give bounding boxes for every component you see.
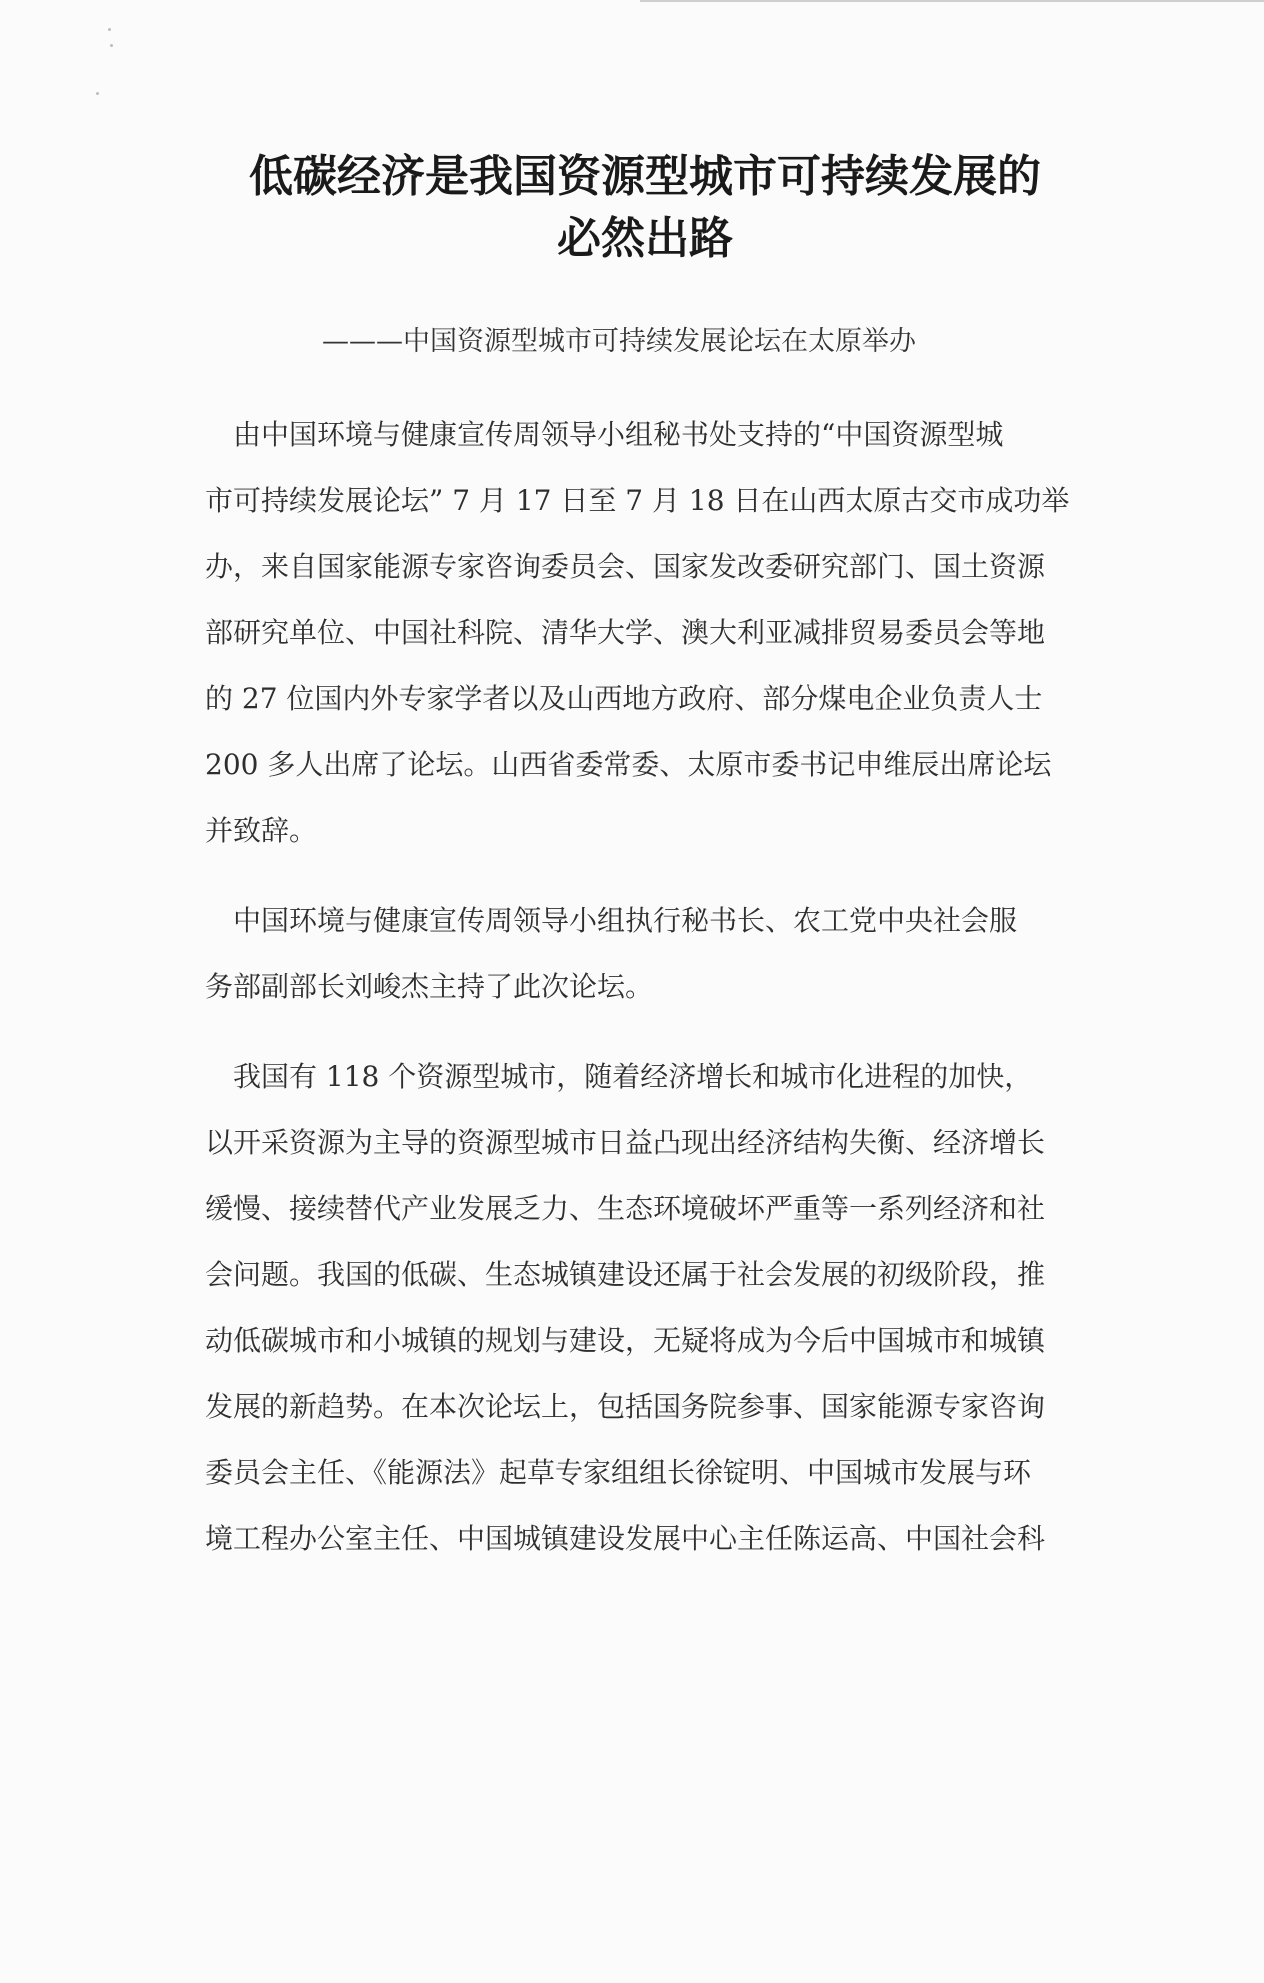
paragraph-line: 由中国环境与健康宣传周领导小组秘书处支持的“中国资源型城 bbox=[205, 418, 1004, 451]
paragraph-line: 委员会主任、《能源法》起草专家组组长徐锭明、中国城市发展与环 bbox=[205, 1456, 1032, 1489]
title-line-2: 必然出路 bbox=[557, 213, 733, 264]
scan-edge bbox=[640, 0, 1264, 2]
paragraph-line: 办，来自国家能源专家咨询委员会、国家发改委研究部门、国土资源 bbox=[205, 550, 1046, 583]
scan-speck bbox=[108, 28, 111, 31]
paragraph-line: 中国环境与健康宣传周领导小组执行秘书长、农工党中央社会服 bbox=[205, 904, 1018, 937]
paragraph-line: 发展的新趋势。在本次论坛上，包括国务院参事、国家能源专家咨询 bbox=[205, 1390, 1046, 1423]
paragraph-1 bbox=[205, 402, 1075, 864]
paragraph-line: 境工程办公室主任、中国城镇建设发展中心主任陈运高、中国社会科 bbox=[205, 1522, 1046, 1555]
paragraph-line: 会问题。我国的低碳、生态城镇建设还属于社会发展的初级阶段，推 bbox=[205, 1258, 1046, 1291]
paragraph-2 bbox=[205, 888, 1075, 1020]
paragraph-line: 以开采资源为主导的资源型城市日益凸现出经济结构失衡、经济增长 bbox=[205, 1126, 1046, 1159]
scan-speck bbox=[110, 44, 113, 47]
document-title bbox=[160, 146, 1130, 270]
paragraph-line: 200 多人出席了论坛。山西省委常委、太原市委书记申维辰出席论坛 bbox=[205, 748, 1052, 781]
paragraph-line: 缓慢、接续替代产业发展乏力、生态环境破坏严重等一系列经济和社 bbox=[205, 1192, 1046, 1225]
paragraph-line: 动低碳城市和小城镇的规划与建设，无疑将成为今后中国城市和城镇 bbox=[205, 1324, 1046, 1357]
title-line-1: 低碳经济是我国资源型城市可持续发展的 bbox=[249, 151, 1041, 202]
paragraph-line: 部研究单位、中国社科院、清华大学、澳大利亚减排贸易委员会等地 bbox=[205, 616, 1046, 649]
paragraph-line: 的 27 位国内外专家学者以及山西地方政府、部分煤电企业负责人士 bbox=[205, 682, 1043, 715]
paragraph-line: 务部副部长刘峻杰主持了此次论坛。 bbox=[205, 970, 654, 1003]
paragraph-line: 我国有 118 个资源型城市，随着经济增长和城市化进程的加快， bbox=[205, 1060, 1033, 1093]
document-subtitle: ———中国资源型城市可持续发展论坛在太原举办 bbox=[322, 326, 916, 357]
paragraph-line: 市可持续发展论坛” 7 月 17 日至 7 月 18 日在山西太原古交市成功举 bbox=[205, 484, 1070, 517]
paragraph-3 bbox=[205, 1044, 1075, 1572]
scan-speck bbox=[96, 92, 99, 95]
paragraph-line: 并致辞。 bbox=[205, 814, 318, 847]
